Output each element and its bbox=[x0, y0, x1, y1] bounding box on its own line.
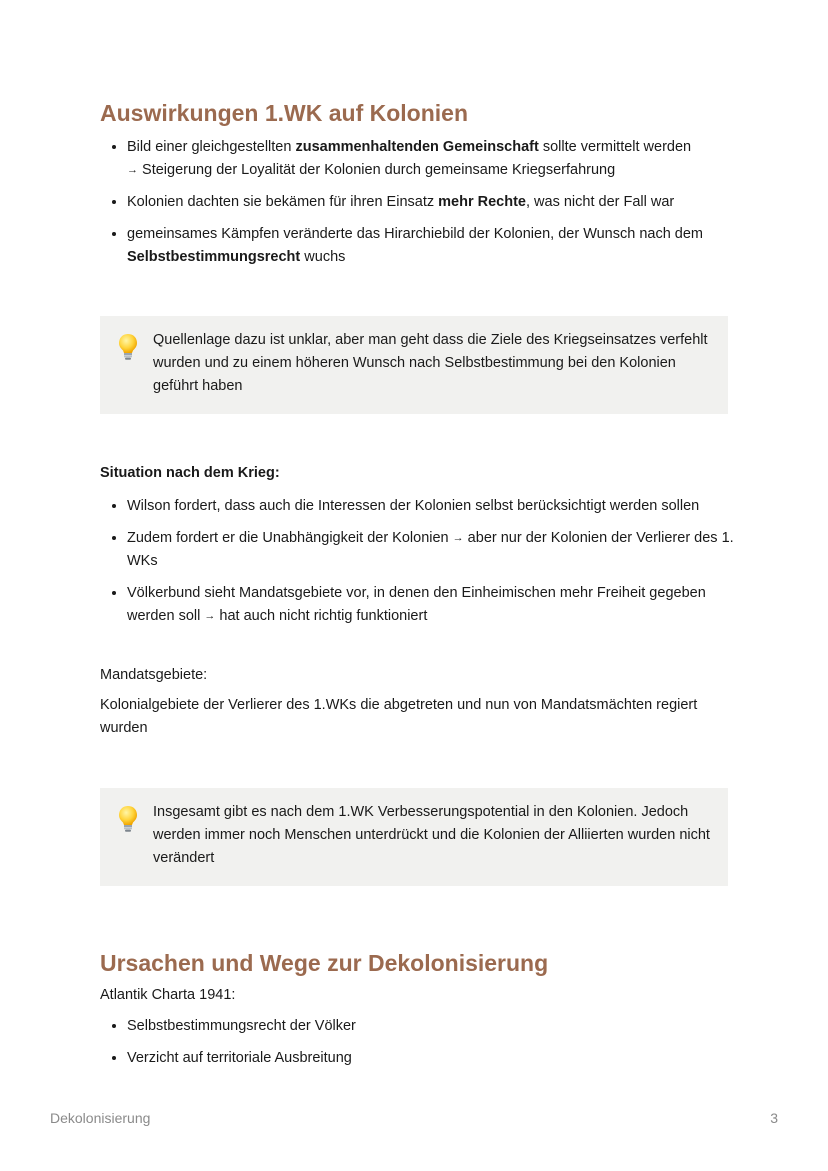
callout-text: Insgesamt gibt es nach dem 1.WK Verbesserungspotential in den Kolonien. Jedoch werden immer noch Menschen unterdrückt und die Kolonien der Alliierten wurden nicht verändert bbox=[153, 804, 710, 866]
text-segment: aber nur der Kolonien der Verlierer des 1. WKs bbox=[127, 530, 734, 569]
text-segment: Wilson fordert, dass auch die Interessen der Kolonien selbst berücksichtigt werden sollen bbox=[127, 498, 700, 514]
section-heading-ursachen: Ursachen und Wege zur Dekolonisierung bbox=[100, 950, 549, 976]
text-segment: sollte vermittelt werden bbox=[538, 139, 692, 155]
text-segment: gemeinsames Kämpfen veränderte das Hirarchiebild der Kolonien, der Wunsch nach dem bbox=[127, 226, 704, 242]
arrow-icon: → bbox=[452, 532, 464, 544]
atlantik-charta-label: Atlantik Charta 1941: bbox=[100, 987, 236, 1003]
list-item bbox=[127, 222, 755, 269]
list-item bbox=[127, 581, 755, 628]
text-segment: Steigerung der Loyalität der Kolonien durch gemeinsame Kriegserfahrung bbox=[142, 162, 616, 178]
list-item bbox=[127, 190, 755, 214]
section-heading-auswirkungen: Auswirkungen 1.WK auf Kolonien bbox=[100, 100, 469, 126]
situation-heading: Situation nach dem Krieg: bbox=[100, 465, 280, 481]
list-item: • Selbstbestimmungsrecht der Völker bbox=[127, 1014, 755, 1038]
list-item bbox=[127, 526, 755, 573]
page-number: 3 bbox=[770, 1110, 778, 1126]
text-segment: Kolonien dachten sie bekämen für ihren Einsatz bbox=[127, 194, 439, 210]
text-segment: Bild einer gleichgestellten bbox=[127, 139, 296, 155]
list-item bbox=[127, 494, 755, 518]
text-segment: Völkerbund sieht Mandatsgebiete vor, in denen den Einheimischen mehr Freiheit gegeben werden soll bbox=[127, 585, 706, 624]
arrow-icon: → bbox=[127, 164, 138, 176]
text-segment: Zudem fordert er die Unabhängigkeit der Kolonien bbox=[127, 530, 453, 546]
callout-text: Quellenlage dazu ist unklar, aber man geht dass die Ziele des Kriegseinsatzes verfehlt wurden und zu einem höheren Wunsch nach Selbstbestimmung bei den Kolonien geführt haben bbox=[153, 332, 708, 394]
text-segment: hat auch nicht richtig funktioniert bbox=[215, 608, 428, 624]
lightbulb-icon bbox=[117, 805, 139, 833]
lightbulb-icon bbox=[117, 333, 139, 361]
section2-list bbox=[100, 1014, 755, 1078]
bold-text: mehr Rechte bbox=[438, 194, 526, 210]
situation-list bbox=[100, 494, 755, 636]
mandate-label: Mandatsgebiete: bbox=[100, 667, 208, 683]
bold-text: zusammenhaltenden Gemeinschaft bbox=[295, 139, 539, 155]
list-item bbox=[127, 135, 755, 182]
callout-box bbox=[100, 788, 728, 886]
list-item: • Verzicht auf territoriale Ausbreitung bbox=[127, 1046, 755, 1070]
footer-title: Dekolonisierung bbox=[50, 1110, 151, 1126]
callout-box bbox=[100, 316, 728, 414]
section1-list bbox=[100, 135, 755, 277]
mandate-text: Kolonialgebiete der Verlierer des 1.WKs die abgetreten und nun von Mandatsmächten regiert wurden bbox=[100, 697, 698, 736]
text-segment: , was nicht der Fall war bbox=[525, 194, 675, 210]
bold-text: Selbstbestimmungsrecht bbox=[127, 249, 301, 265]
arrow-icon: → bbox=[204, 610, 216, 622]
text-segment: wuchs bbox=[300, 249, 346, 265]
